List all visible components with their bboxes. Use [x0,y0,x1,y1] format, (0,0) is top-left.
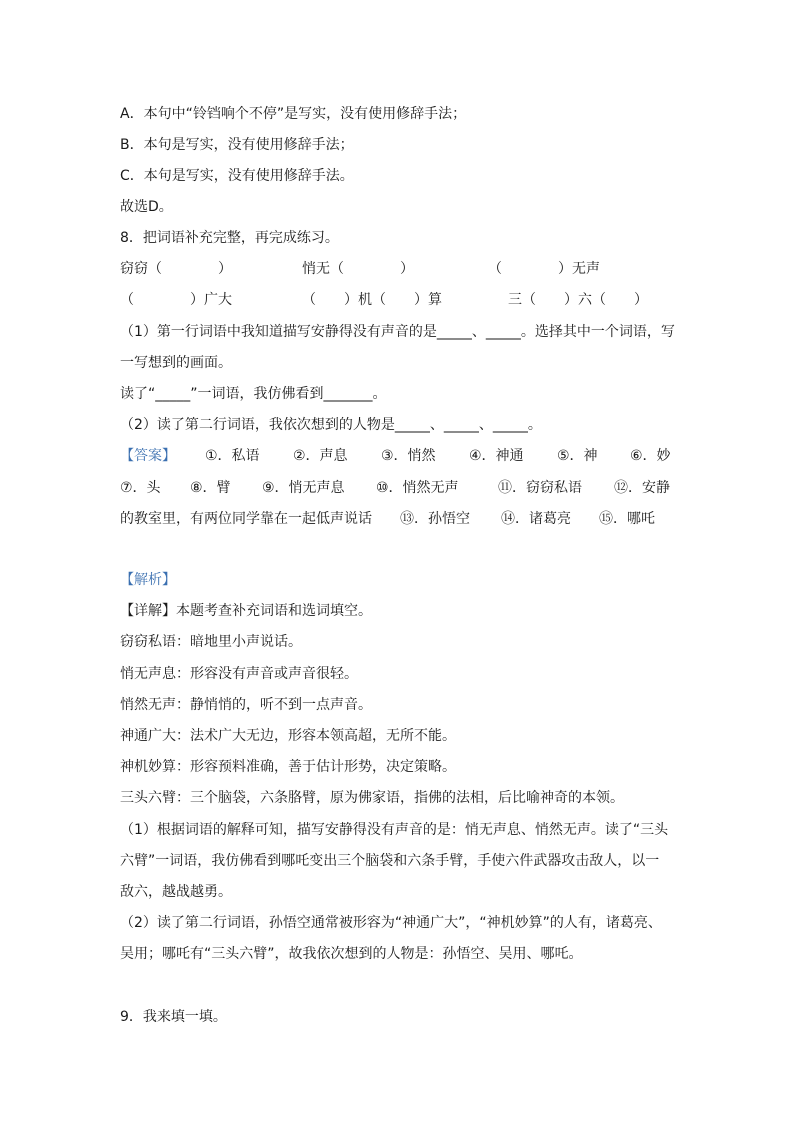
explanation-1-line-1: （1）根据词语的解释可知，描写安静得没有声音的是：悄无声息、悄然无声。读了“三头 [120,822,669,838]
word-blank-1: 窃窃（ ） [120,261,232,277]
explanation-1-line-3: 敌六，越战越勇。 [120,884,232,900]
answer-item: ⑩．悄然无声 [376,480,459,496]
option-c-analysis: C．本句是写实，没有使用修辞手法。 [120,168,354,184]
definition-4: 神通广大：法术广大无边，形容本领高超，无所不能。 [120,728,456,744]
analysis-detail: 【详解】本题考查补充词语和选词填空。 [120,603,372,619]
definition-3: 悄然无声：静悄悄的，听不到一点声音。 [120,697,372,713]
answer-item: ⑮．哪吒 [599,511,655,527]
answer-item: ⑭．诸葛亮 [501,511,571,527]
option-b-analysis: B．本句是写实，没有使用修辞手法； [120,137,354,153]
answer-item: ⑥．妙 [630,448,671,464]
answer-item: ③．悄然 [381,448,436,464]
option-a-analysis: A．本句中“铃铛响个不停”是写实，没有使用修辞手法； [120,106,467,122]
answer-item: ⑦．头 [120,480,161,496]
explanation-2-line-2: 吴用；哪吒有“三头六臂”，故我依次想到的人物是：孙悟空、吴用、哪吒。 [120,946,583,962]
answer-item: ①．私语 [205,448,260,464]
word-blank-3: （ ）无声 [488,261,600,277]
word-blank-4: （ ）广大 [120,292,232,308]
definition-1: 窃窃私语：暗地里小声说话。 [120,634,302,650]
sub-question-2: （2）读了第二行词语，我依次想到的人物是_____、_____、_____。 [120,417,542,433]
definition-2: 悄无声息：形容没有声音或声音很轻。 [120,666,358,682]
definition-6: 三头六臂：三个脑袋，六条胳臂，原为佛家语，指佛的法相，后比喻神奇的本领。 [120,790,624,806]
sub-question-1-line-3: 读了“_____”一词语，我仿佛看到_______。 [120,386,387,402]
answer-item: ④．神通 [469,448,524,464]
explanation-2-line-1: （2）读了第二行词语，孙悟空通常被形容为“神通广大”，“神机妙算”的人有，诸葛亮、 [120,915,662,931]
answer-item: ⑪．窃窃私语 [498,480,582,496]
word-blank-6: 三（ ）六（ ） [508,292,648,308]
answer-item: 的教室里，有两位同学靠在一起低声说话 [120,511,372,527]
answer-item: ⑤．神 [557,448,598,464]
word-blank-2: 悄无（ ） [302,261,414,277]
choice-conclusion: 故选D。 [120,199,173,215]
answer-item: ②．声息 [293,448,348,464]
sub-question-1-line-2: 一写想到的画面。 [120,355,232,371]
answer-item: ⑬．孙悟空 [400,511,470,527]
answer-item: ⑫．安静 [614,480,670,496]
answer-item: ⑨．悄无声息 [262,480,345,496]
question-9-title: 9．我来填一填。 [120,1009,227,1025]
explanation-1-line-2: 六臂”一词语，我仿佛看到哪吒变出三个脑袋和六条手臂，手使六件武器攻击敌人，以一 [120,853,660,869]
answer-item: ⑧．臂 [190,480,231,496]
sub-question-1-line-1: （1）第一行词语中我知道描写安静得没有声音的是_____、_____。选择其中一个词语，写 [120,324,675,340]
definition-5: 神机妙算：形容预料准确，善于估计形势，决定策略。 [120,759,456,775]
word-blank-5: （ ）机（ ）算 [302,292,442,308]
analysis-label: 【解析】 [120,572,176,588]
answer-label: 【答案】 [120,448,176,464]
question-8-title: 8．把词语补充完整，再完成练习。 [120,230,339,246]
